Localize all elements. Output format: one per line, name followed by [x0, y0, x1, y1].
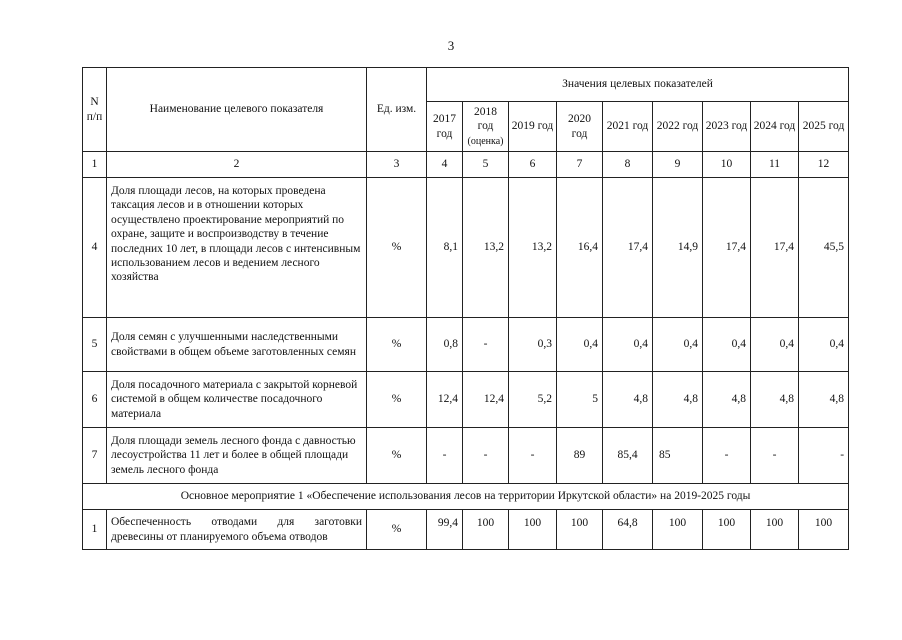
- row-value: 4,8: [703, 372, 751, 428]
- header-year: [463, 102, 509, 152]
- row-value: 0,4: [557, 318, 603, 372]
- header-values-group: Значения целевых показателей: [427, 68, 849, 102]
- row-num: 7: [83, 428, 107, 484]
- row-value: 89: [557, 428, 603, 484]
- row-num: 5: [83, 318, 107, 372]
- column-number: 10: [703, 152, 751, 178]
- column-number: 1: [83, 152, 107, 178]
- header-year: 2020 год: [557, 102, 603, 152]
- row-value: 85: [653, 428, 703, 484]
- row-value: -: [751, 428, 799, 484]
- row-name: Доля посадочного материала с закрытой корневой системой в общем количестве посадочного материала: [107, 372, 367, 428]
- row-value: 4,8: [799, 372, 849, 428]
- column-number: 4: [427, 152, 463, 178]
- header-year: 2023 год: [703, 102, 751, 152]
- header-unit: Ед. изм.: [367, 68, 427, 152]
- row-value: 0,4: [703, 318, 751, 372]
- row-value: 0,4: [603, 318, 653, 372]
- row-value: 12,4: [463, 372, 509, 428]
- row-name: Обеспеченность отводами для заготовки древесины от планируемого объема отводов: [107, 510, 367, 550]
- column-number: 6: [509, 152, 557, 178]
- row-value: 45,5: [799, 178, 849, 318]
- header-num: N п/п: [83, 68, 107, 152]
- row-value: 0,3: [509, 318, 557, 372]
- event-title-row: [83, 484, 849, 510]
- row-num: 1: [83, 510, 107, 550]
- row-value: 4,8: [603, 372, 653, 428]
- row-value: 17,4: [703, 178, 751, 318]
- row-value: 100: [557, 510, 603, 550]
- row-value: 5,2: [509, 372, 557, 428]
- header-row-1: [83, 68, 849, 102]
- row-value: 100: [751, 510, 799, 550]
- header-name: Наименование целевого показателя: [107, 68, 367, 152]
- row-value: -: [427, 428, 463, 484]
- row-value: 13,2: [463, 178, 509, 318]
- row-value: 100: [799, 510, 849, 550]
- row-value: 85,4: [603, 428, 653, 484]
- row-value: 12,4: [427, 372, 463, 428]
- row-value: -: [463, 428, 509, 484]
- column-number: 9: [653, 152, 703, 178]
- row-unit: %: [367, 510, 427, 550]
- row-value: 8,1: [427, 178, 463, 318]
- row-value: 100: [463, 510, 509, 550]
- row-value: 14,9: [653, 178, 703, 318]
- row-name: Доля площади земель лесного фонда с давностью лесоустройства 11 лет и более в общей площади земель лесного фонда: [107, 428, 367, 484]
- row-value: 100: [653, 510, 703, 550]
- row-unit: %: [367, 428, 427, 484]
- row-unit: %: [367, 372, 427, 428]
- row-value: 17,4: [751, 178, 799, 318]
- row-name: Доля семян с улучшенными наследственными свойствами в общем объеме заготовленных семян: [107, 318, 367, 372]
- row-value: -: [703, 428, 751, 484]
- row-num: 6: [83, 372, 107, 428]
- row-value: 99,4: [427, 510, 463, 550]
- row-value: 100: [509, 510, 557, 550]
- event-title: Основное мероприятие 1 «Обеспечение использования лесов на территории Иркутской области» на 2019-2025 годы: [83, 484, 849, 510]
- row-unit: %: [367, 178, 427, 318]
- row-value: -: [799, 428, 849, 484]
- column-number: 3: [367, 152, 427, 178]
- header-year: 2022 год: [653, 102, 703, 152]
- row-value: 16,4: [557, 178, 603, 318]
- row-num: 4: [83, 178, 107, 318]
- header-year: 2024 год: [751, 102, 799, 152]
- row-unit: %: [367, 318, 427, 372]
- target-indicators-table: [82, 67, 849, 550]
- table-row: [83, 372, 849, 428]
- table-row: [83, 428, 849, 484]
- row-value: 0,4: [751, 318, 799, 372]
- table-row: [83, 510, 849, 550]
- page-number: 3: [447, 38, 455, 53]
- row-value: 13,2: [509, 178, 557, 318]
- row-value: 0,4: [653, 318, 703, 372]
- row-value: 64,8: [603, 510, 653, 550]
- row-value: 17,4: [603, 178, 653, 318]
- column-number: 7: [557, 152, 603, 178]
- table-row: [83, 178, 849, 318]
- header-year: 2021 год: [603, 102, 653, 152]
- header-year: 2017 год: [427, 102, 463, 152]
- table-row: [83, 318, 849, 372]
- row-value: 4,8: [653, 372, 703, 428]
- header-year-note: (оценка): [467, 135, 504, 147]
- column-number: 5: [463, 152, 509, 178]
- row-value: 0,8: [427, 318, 463, 372]
- column-number: 8: [603, 152, 653, 178]
- column-number: 11: [751, 152, 799, 178]
- row-value: 4,8: [751, 372, 799, 428]
- row-value: -: [463, 318, 509, 372]
- header-year: 2019 год: [509, 102, 557, 152]
- row-value: 100: [703, 510, 751, 550]
- column-number: 2: [107, 152, 367, 178]
- header-year-label: 2018 год: [474, 105, 497, 133]
- row-value: -: [509, 428, 557, 484]
- column-number: 12: [799, 152, 849, 178]
- column-numbers-row: [83, 152, 849, 178]
- row-value: 0,4: [799, 318, 849, 372]
- row-value: 5: [557, 372, 603, 428]
- row-name: Доля площади лесов, на которых проведена таксация лесов и в отношении которых осуществлено проектирование мероприятий по охране, защите и воспроизводству в течение последних 10 лет, в площади лесов с интенсивным использованием лесов и ведением лесного хозяйства: [107, 178, 367, 318]
- header-year: 2025 год: [799, 102, 849, 152]
